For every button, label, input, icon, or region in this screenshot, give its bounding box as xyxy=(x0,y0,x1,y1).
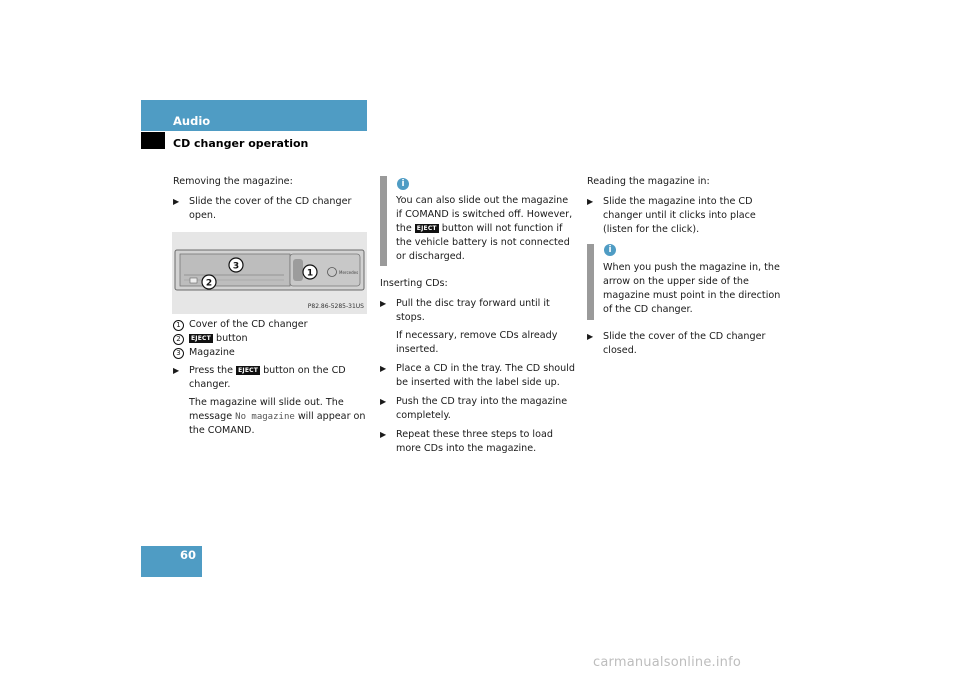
svg-text:3: 3 xyxy=(232,261,240,272)
info-bar xyxy=(587,244,594,320)
step-slide-magazine: ▶ Slide the magazine into the CD changer until it clicks into place (listen for the click). xyxy=(587,196,756,235)
info-bar xyxy=(380,176,387,266)
legend-item: 2 EJECT button xyxy=(173,332,368,346)
footer-watermark: carmanualsonline.info xyxy=(593,655,742,670)
removing-heading: Removing the magazine: xyxy=(173,176,293,187)
triangle-bullet-icon: ▶ xyxy=(380,299,387,308)
triangle-bullet-icon: ▶ xyxy=(380,397,387,406)
svg-text:2: 2 xyxy=(205,278,213,289)
eject-result-note: The magazine will slide out. The message No magazine will appear on the COMAND. xyxy=(189,397,366,436)
step-place-cd: ▶ Place a CD in the tray. The CD should be inserted with the label side up. xyxy=(380,363,576,388)
triangle-bullet-icon: ▶ xyxy=(587,197,594,206)
cd-changer-illustration xyxy=(172,232,367,314)
subsection-title: CD changer operation xyxy=(173,137,309,150)
figure-code: P82.86-5285-31US xyxy=(307,303,364,310)
triangle-bullet-icon: ▶ xyxy=(380,430,387,439)
step-repeat: ▶ Repeat these three steps to load more CDs into the magazine. xyxy=(380,429,553,454)
figure-legend xyxy=(173,318,368,360)
info-note-arrow: When you push the magazine in, the arrow on the upper side of the magazine must point in the direction of the CD changer. xyxy=(603,262,781,315)
callout-number: 2 xyxy=(173,334,184,345)
svg-text:1: 1 xyxy=(306,268,314,279)
legend-item: 1 Cover of the CD changer xyxy=(173,318,368,332)
reading-heading: Reading the magazine in: xyxy=(587,176,710,187)
step-press-eject: ▶ Press the EJECT button on the CD changer. The magazine will slide out. The message No magazine will appear on the COMAND. xyxy=(173,364,368,438)
eject-key-icon: EJECT xyxy=(191,335,211,342)
cd-changer-figure xyxy=(172,232,367,314)
eject-key-icon: EJECT xyxy=(238,367,259,374)
triangle-bullet-icon: ▶ xyxy=(173,197,180,206)
triangle-bullet-icon: ▶ xyxy=(380,364,387,373)
legend-item: 3 Magazine xyxy=(173,346,368,360)
triangle-bullet-icon: ▶ xyxy=(173,366,180,375)
info-icon: i xyxy=(397,178,409,190)
step-slide-cover-open: ▶ Slide the cover of the CD changer open. xyxy=(173,196,352,221)
eject-key-icon: EJECT xyxy=(416,225,437,232)
triangle-bullet-icon: ▶ xyxy=(587,332,594,341)
step-pull-tray: ▶ Pull the disc tray forward until it stops. If necessary, remove CDs already inserted. xyxy=(380,298,558,355)
svg-text:Mercedes: Mercedes xyxy=(339,270,359,275)
inserting-heading: Inserting CDs: xyxy=(380,278,448,289)
page-number: 60 xyxy=(179,548,196,562)
info-note-eject: You can also slide out the magazine if COMAND is switched off. However, the EJECT button will not function if the vehicle battery is not connected or discharged. xyxy=(396,195,573,262)
step-close-cover: ▶ Slide the cover of the CD changer closed. xyxy=(587,331,766,356)
display-message: No magazine xyxy=(235,412,295,422)
callout-number: 3 xyxy=(173,348,184,359)
callout-number: 1 xyxy=(173,320,184,331)
header-marker xyxy=(141,132,165,149)
section-title: Audio xyxy=(173,114,211,128)
step-push-tray: ▶ Push the CD tray into the magazine completely. xyxy=(380,396,568,421)
info-icon: i xyxy=(604,244,616,256)
inserting-steps xyxy=(380,297,578,456)
